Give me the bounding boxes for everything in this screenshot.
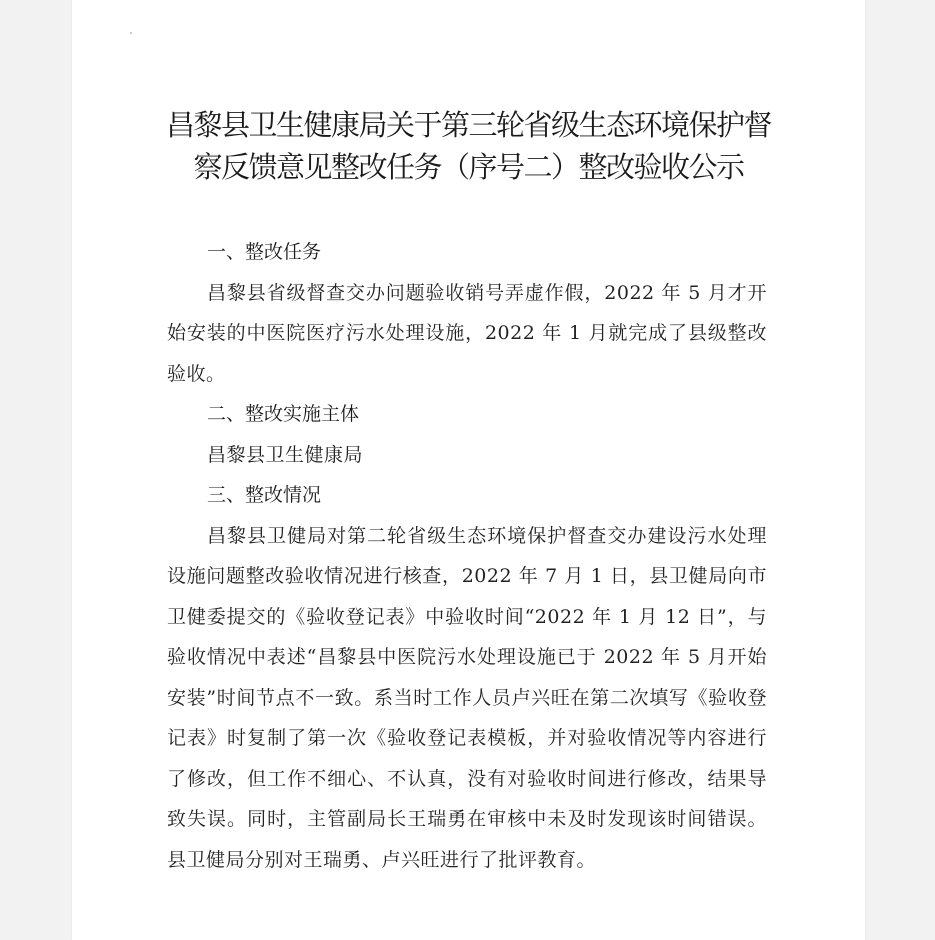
section-3-text: 昌黎县卫健局对第二轮省级生态环境保护督查交办建设污水处理设施问题整改验收情况进行核查，2022 年 7 月 1 日，县卫健局向市卫健委提交的《验收登记表》中验收时间“2022 年 1 月 12 日”，与验收情况中表述“昌黎县中医院污水处理设施已于 2022 年 5 月开始安装”时间节点不一致。系当时工作人员卢兴旺在第二次填写《验收登记表》时复制了第一次《验收登记表模板，并对验收情况等内容进行了修改，但工作不细心、不认真，没有对验收时间进行修改，结果导致失误。同时，主管副局长王瑞勇在审核中未及时发现该时间错误。县卫健局分别对王瑞勇、卢兴旺进行了批评教育。: [167, 524, 767, 871]
document-page: [72, 0, 865, 940]
section-2-heading: 二、整改实施主体: [207, 403, 360, 425]
title-line-2: 察反馈意见整改任务（序号二）整改验收公示: [193, 150, 744, 184]
scan-speck: [130, 32, 132, 34]
section-1-heading: 一、整改任务: [207, 241, 322, 263]
title-line-1: 昌黎县卫生健康局关于第三轮省级生态环境保护督: [165, 108, 771, 142]
section-2-text: 昌黎县卫生健康局: [207, 443, 364, 466]
document-body: [167, 232, 767, 880]
section-3-heading: 三、整改情况: [207, 484, 322, 506]
section-1-text: 昌黎县省级督查交办问题验收销号弄虚作假，2022 年 5 月才开始安装的中医院医疗污水处理设施，2022 年 1 月就完成了县级整改验收。: [167, 281, 767, 385]
document-title: [72, 104, 865, 188]
